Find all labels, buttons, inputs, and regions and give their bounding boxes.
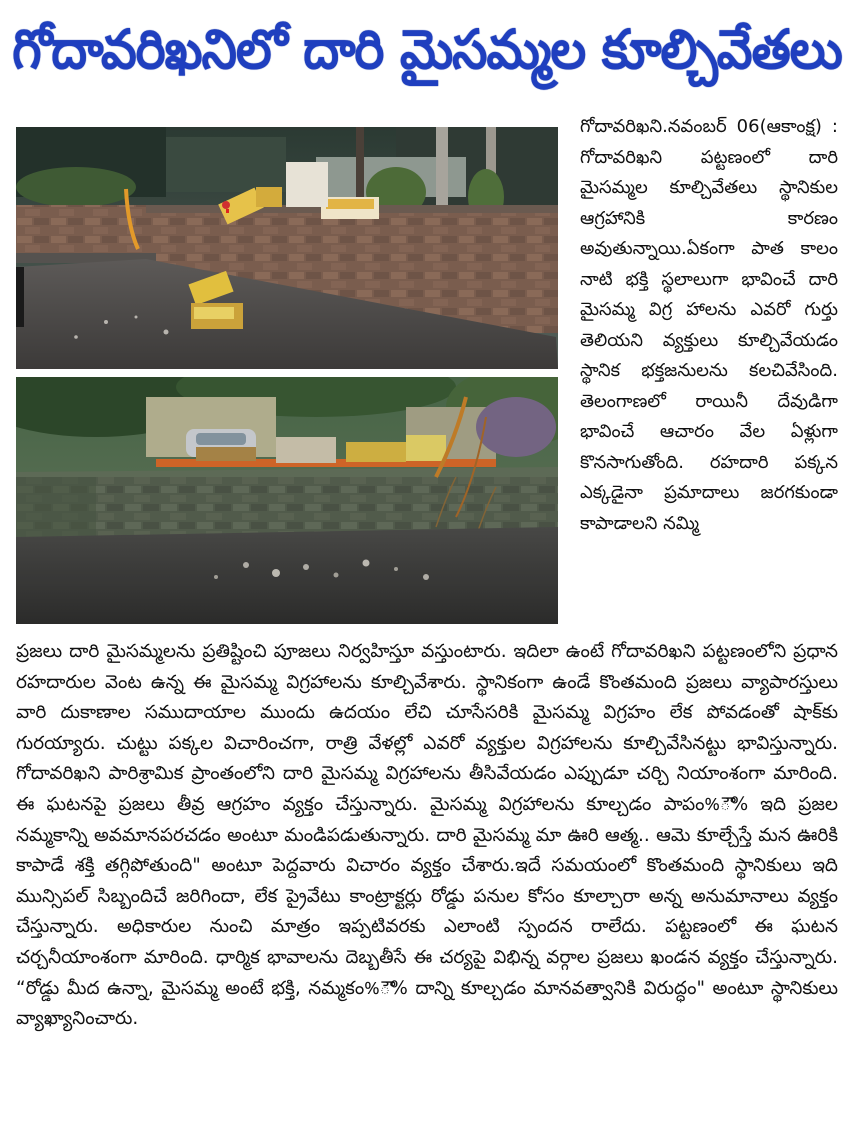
- article-side-column: [580, 112, 838, 539]
- broken-idols-on-roadside-photo: [16, 377, 558, 624]
- broken-idols-on-roadside-icon: [16, 377, 558, 624]
- headline-banner: [0, 8, 853, 104]
- demolished-roadside-shrine-photo: [16, 127, 558, 369]
- headline-title: గోదావరిఖనిలో దారి మైసమ్మల కూల్చివేతలు: [11, 17, 842, 81]
- article-body-paragraph: ప్రజలు దారి మైసమ్మలను ప్రతిష్టించి పూజలు నిర్వహిస్తూ వస్తుంటారు. ఇదిలా ఉంటే గోదావరిఖని పట్టణంలోని ప్రధాన రహదారుల వెంట ఉన్న ఈ మైసమ్మ విగ్రహాలను కూల్చివేశారు. స్థానికంగా ఉండే కొంతమంది ప్రజలు వ్యాపారస్తులు వారి దుకాణాల సముదాయాల ముందు ఉదయం లేచి చూసేసరికి మైసమ్మ విగ్రహం లేక పోవడంతో షాక్‌కు గురయ్యారు. చుట్టు పక్కల విచారించగా, రాత్రి వేళల్లో ఎవరో వ్యక్తుల విగ్రహాలను కూల్చివేసినట్టు భావిస్తున్నారు. గోదావరిఖని పారిశ్రామిక ప్రాంతంలోని దారి మైసమ్మ విగ్రహాలను తీసివేయడం ఎప్పుడూ చర్చి నియాంశంగా మారింది. ఈ ఘటనపై ప్రజలు తీవ్ర ఆగ్రహం వ్యక్తం చేస్తున్నారు. మైసమ్మ విగ్రహాలను కూల్చడం పాపం%ౌ% ఇది ప్రజల నమ్మకాన్ని అవమానపరచడం అంటూ మండిపడుతున్నారు. దారి మైసమ్మ మా ఊరి ఆత్మ.. ఆమె కూల్చేస్తే మన ఊరికి కాపాడే శక్తి తగ్గిపోతుంది" అంటూ పెద్దవారు విచారం వ్యక్తం చేశారు.ఇదే సమయంలో కొంతమంది స్థానికులు ఇది మున్సిపల్ సిబ్బందిచే జరిగిందా, లేక ప్రైవేటు కాంట్రాక్టర్లు రోడ్డు పనుల కోసం కూల్చారా అన్న అనుమానాలు వ్యక్తం చేస్తున్నారు. అధికారుల నుంచి మాత్రం ఇప్పటివరకు ఎలాంటి స్పందన రాలేదు. పట్టణంలో ఈ ఘటన చర్చనీయాంశంగా మారింది. ధార్మిక భావాలను దెబ్బతీసే ఈ చర్యపై విభిన్న వర్గాల ప్రజలు ఖండన వ్యక్తం చేస్తున్నారు. “రోడ్డు మీద ఉన్నా, మైసమ్మ అంటే భక్తి, నమ్మకం%ౌ% దాన్ని కూల్చడం మానవత్వానికి విరుద్ధం" అంటూ స్థానికులు వ్యాఖ్యానించారు.: [16, 641, 838, 1030]
- article-full-width-body: [16, 637, 838, 1035]
- demolished-roadside-shrine-icon: [16, 127, 558, 369]
- photo-collage: [16, 127, 558, 624]
- article-opening-paragraph: గోదావరిఖని.నవంబర్ 06(ఆకాంక్ష) : గోదావరిఖని పట్టణంలో దారి మైసమ్మల కూల్చివేతలు స్థానికుల ఆగ్రహానికి కారణం అవుతున్నాయి.ఏకంగా పాత కాలం నాటి భక్తి స్థలాలుగా భావించే దారి మైసమ్మ విగ్ర హాలను ఎవరో గుర్తు తెలియని వ్యక్తులు కూల్చివేయడం స్థానిక భక్తజనులను కలచివేసింది. తెలంగాణలో రాయినీ దేవుడిగా భావించే ఆచారం వేల ఏళ్లుగా కొనసాగుతోంది. రహదారి పక్కన ఎక్కడైనా ప్రమాదాలు జరగకుండా కాపాడాలని నమ్మి: [580, 116, 838, 534]
